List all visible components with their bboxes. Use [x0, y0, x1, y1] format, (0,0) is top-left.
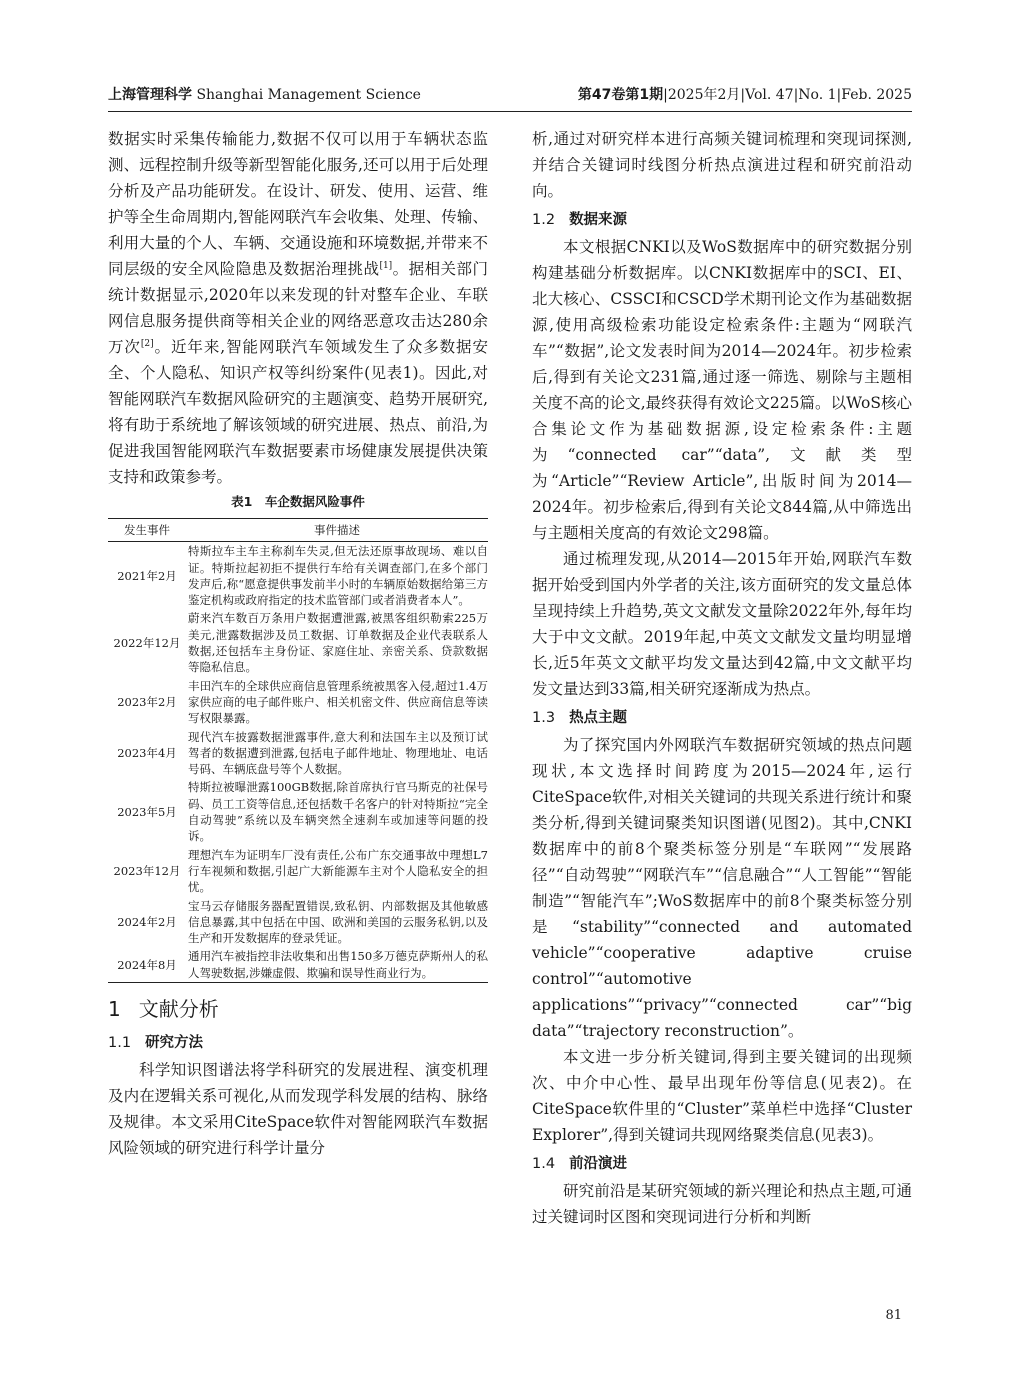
event-date: 2023年4月	[117, 745, 177, 760]
table-header-row	[108, 519, 488, 542]
section-1-2-paragraph-2: 通过梳理发现,从2014—2015年开始,网联汽车数据开始受到国内外学者的关注,该方面研究的发文量总体呈现持续上升趋势,英文文献发文量除2022年外,每年均大于中文文献。2019年起,中英文文献发文量均明显增长,近5年英文文献平均发文量达到42篇,中文文献平均发文量达到33篇,相关研究逐渐成为热点。	[532, 550, 912, 698]
event-date: 2023年2月	[117, 694, 177, 709]
issue-cn: 第47卷第1期	[577, 87, 664, 103]
issue-number: No. 1	[798, 87, 837, 103]
issue-info: 第47卷第1期|2025年2月|Vol. 47|No. 1|Feb. 2025	[577, 87, 912, 103]
citation-2[interactable]: [2]	[140, 338, 154, 349]
table-header-desc: 事件描述	[186, 519, 488, 542]
table-row	[108, 728, 488, 779]
event-desc: 理想汽车为证明车厂没有责任,公布广东交通事故中理想L7行车视频和数据,引起广大新能源车主对个人隐私安全的担忧。	[188, 847, 488, 895]
table-caption: 表1 车企数据风险事件	[231, 494, 365, 509]
left-column	[108, 126, 488, 1161]
header-rule	[108, 111, 912, 112]
journal-name-en: Shanghai Management Science	[196, 87, 421, 103]
page-number: 81	[885, 1308, 902, 1323]
table-row	[108, 897, 488, 948]
event-date: 2023年12月	[113, 863, 181, 878]
table-row	[108, 947, 488, 982]
risk-events-table	[108, 518, 488, 983]
event-date: 2023年5月	[117, 804, 177, 819]
section-1-1-paragraph: 科学知识图谱法将学科研究的发展进程、演变机理及内在逻辑关系可视化,从而发现学科发展的结构、脉络及规律。本文采用CiteSpace软件对智能网联汽车数据风险领域的研究进行科学计量分	[108, 1061, 488, 1158]
event-desc: 宝马云存储服务器配置错误,致私钥、内部数据及其他敏感信息暴露,其中包括在中国、欧洲和美国的云服务私钥,以及生产和开发数据库的登录凭证。	[188, 898, 488, 946]
event-date: 2024年8月	[108, 947, 186, 982]
table-header-date: 发生事件	[108, 519, 186, 542]
section-1-3-paragraph-2: 本文进一步分析关键词,得到主要关键词的出现频次、中介中心性、最早出现年份等信息(见表2)。在CiteSpace软件里的“Cluster”菜单栏中选择“Cluster Explorer”,得到关键词共现网络聚类信息(见表3)。	[532, 1048, 912, 1144]
intro-paragraph: 数据实时采集传输能力,数据不仅可以用于车辆状态监测、远程控制升级等新型智能化服务,还可以用于后处理分析及产品功能研发。在设计、研发、使用、运营、维护等全生命周期内,智能网联汽车会收集、处理、传输、利用大量的个人、车辆、交通设施和环境数据,并带来不同层级的安全风险隐患及数据治理挑战[1]。据相关部门统计数据显示,2020年以来发现的针对整车企业、车联网信息服务提供商等相关企业的网络恶意攻击达280余万次[2]。近年来,智能网联汽车领域发生了众多数据安全、个人隐私、知识产权等纠纷案件(见表1)。因此,对智能网联汽车数据风险研究的主题演变、趋势开展研究,将有助于系统地了解该领域的研究进展、热点、前沿,为促进我国智能网联汽车数据要素市场健康发展提供决策支持和政策参考。	[108, 130, 488, 486]
continued-paragraph: 析,通过对研究样本进行高频关键词梳理和突现词探测,并结合关键词时线图分析热点演进过程和研究前沿动向。	[532, 130, 912, 200]
volume: Vol. 47	[745, 87, 794, 103]
section-1-4-heading: 1.4 前沿演进	[532, 1156, 628, 1172]
section-1-2-paragraph-1: 本文根据CNKI以及WoS数据库中的研究数据分别构建基础分析数据库。以CNKI数据库中的SCI、EI、北大核心、CSSCI和CSCD学术期刊论文作为基础数据源,使用高级检索功能设定检索条件:主题为“网联汽车”“数据”,论文发表时间为2014—2024年。初步检索后,得到有关论文231篇,通过逐一筛选、剔除与主题相关度不高的论文,最终获得有效论文225篇。以WoS核心合集论文作为基础数据源,设定检索条件:主题为“connected car”“data”,文献类型为“Article”“Review Article”,出版时间为2014—2024年。初步检索后,得到有关论文844篇,从中筛选出与主题相关度高的有效论文298篇。	[532, 238, 912, 542]
table-row	[108, 677, 488, 728]
journal-name	[108, 84, 421, 104]
journal-name-cn: 上海管理科学	[108, 87, 192, 103]
table-row	[108, 609, 488, 676]
event-desc: 丰田汽车的全球供应商信息管理系统被黑客入侵,超过1.4万家供应商的电子邮件账户、相关机密文件、供应商信息等读写权限暴露。	[188, 678, 488, 726]
section-1-heading: 1 文献分析	[108, 997, 219, 1022]
section-1-3-paragraph-1: 为了探究国内外网联汽车数据研究领域的热点问题现状,本文选择时间跨度为2015—2024年,运行CiteSpace软件,对相关关键词的共现关系进行统计和聚类分析,得到关键词聚类知识图谱(见图2)。其中,CNKI数据库中的前8个聚类标签分别是“车联网”“发展路径”“自动驾驶”“网联汽车”“信息融合”“人工智能”“智能制造”“智能汽车”;WoS数据库中的前8个聚类标签分别是“stability”“connected and automated vehicle”“cooperative adaptive cruise control”“automotive applications”“privacy”“connected car”“big data”“trajectory reconstruction”。	[532, 736, 912, 1040]
event-desc: 特斯拉车主车主称刹车失灵,但无法还原事故现场、难以自证。特斯拉起初拒不提供行车给有关调查部门,在多个部门发声后,称“愿意提供事发前半小时的车辆原始数据给第三方鉴定机构或政府指定的技术监管部门或者消费者本人”。	[188, 544, 488, 608]
running-header	[108, 82, 912, 106]
event-desc: 现代汽车披露数据泄露事件,意大利和法国车主以及预订试驾者的数据遭到泄露,包括电子邮件地址、物理地址、电话号码、车辆底盘号等个人数据。	[188, 729, 488, 777]
event-date: 2021年2月	[117, 568, 177, 583]
date-cn: 2025年2月	[667, 87, 741, 103]
table-row	[108, 846, 488, 897]
event-desc: 特斯拉被曝泄露100GB数据,除首席执行官马斯克的社保号码、员工工资等信息,还包括数千名客户的针对特斯拉“完全自动驾驶”系统以及车辆突然全速刹车或加速等问题的投诉。	[188, 780, 488, 844]
date-en: Feb. 2025	[841, 87, 912, 103]
table-row	[108, 778, 488, 845]
event-desc: 通用汽车被指控非法收集和出售150多万德克萨斯州人的私人驾驶数据,涉嫌虚假、欺骗和误导性商业行为。	[186, 947, 488, 982]
section-1-3-heading: 1.3 热点主题	[532, 710, 628, 726]
citation-1[interactable]: [1]	[379, 260, 393, 271]
section-1-2-heading: 1.2 数据来源	[532, 212, 628, 228]
section-1-4-paragraph: 研究前沿是某研究领域的新兴理论和热点主题,可通过关键词时区图和突现词进行分析和判断	[532, 1182, 912, 1226]
event-date: 2022年12月	[113, 635, 181, 650]
right-column	[532, 126, 912, 1230]
section-1-1-heading: 1.1 研究方法	[108, 1035, 204, 1052]
event-date: 2024年2月	[117, 914, 177, 929]
table-row	[108, 542, 488, 610]
event-desc: 蔚来汽车数百万条用户数据遭泄露,被黑客组织勒索225万美元,泄露数据涉及员工数据、订单数据及企业代表联系人数据,还包括车主身份证、家庭住址、亲密关系、贷款数据等隐私信息。	[188, 611, 488, 675]
